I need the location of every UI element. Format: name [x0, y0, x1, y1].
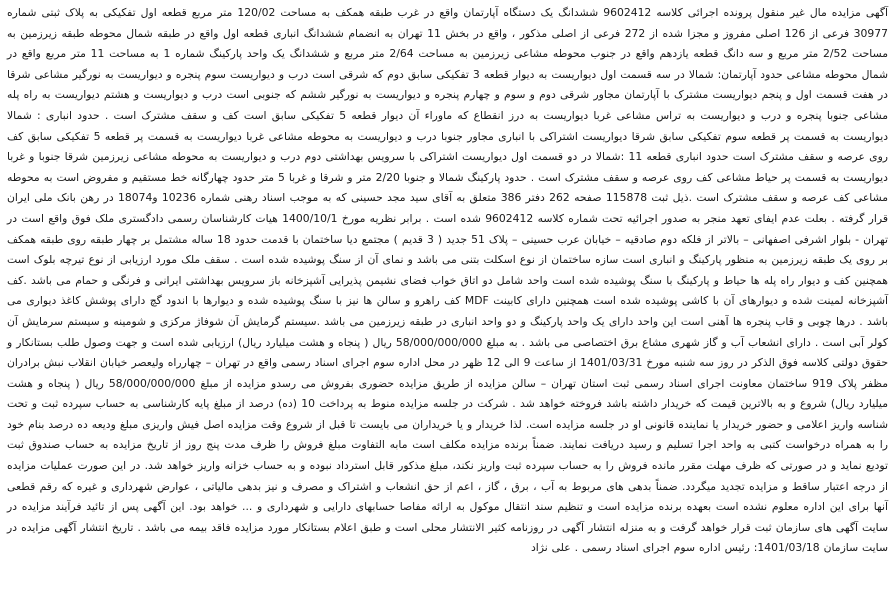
notice-body-text: آگهی مزایده مال غیر منقول پرونده اجرائی کلاسه 9602412 ششدانگ یک دستگاه آپارتمان واقع در غرب طبقه همکف به مساحت 120/02 متر مربع قطعه اول تفکیکی به پلاک ثبتی شماره 30977 فرعی از 126 اصلی مفروز و مجزا شده از 272 فرعی از اصلی مذکور ، واقع در بخش 11 تهران به انضمام ششدانگ انباری قطعه اول واقع در طبقه شمال محوطه طبقه زیرزمین به مساحت 2/52 متر مربع و سه دانگ قطعه یازدهم واقع در جنوب محوطه مشاعی زیرزمین به مساحت 2/64 متر مربع و ششدانگ یک واحد پارکینگ شماره 1 به مساحت 11 متر مربع واقع در شمال محوطه مشاعی حدود آپارتمان: شمالا در سه قسمت اول دیواریست به دیوار قطعه 3 تفکیکی سابق دوم که شرقی است درب و دیواریست سوم پنجره و دیواریست به نورگیر مشاعی شرقا در هفت قسمت اول و پنجم دیواریست مشترک با آپارتمان مجاور شرقی دوم و سوم و چهارم پنجره و دیواریست به نورگیر ششم که جنوبی است درب و دیواریست و هشتم دیواریست به راه پله مشاعی جنوبا پنجره و درب و دیواریست به تراس مشاعی غربا دیواریست به درز انقطاع که ماوراء آن دیوار قطعه 5 تفکیکی سابق است کف و سقف مشترک است . حدود انباری : شمالا دیواریست به قسمت پر قطعه سوم تفکیکی سابق شرقا دیواریست اشتراکی با انباری مجاور جنوبا درب و دیواریست به محوطه مشاعی غربا دیواریست به قسمت پر قطعه 5 تفکیکی سابق کف روی عرصه و سقف مشترک است حدود انباری قطعه 11 :شمالا در دو قسمت اول دیواریست اشتراکی با سرویس بهداشتی دوم درب و دیواریست به محوطه مشاعی زیرزمین شرقا جنوبا و غربا دیواریست به قسمت پر حیاط مشاعی کف روی عرصه و سقف مشترک است . حدود پارکینگ شمالا و جنوبا 2/20 متر و شرقا و غربا 5 متر حدود چهارگانه خط مستقیم و مفروض است به محوطه مشاعی کف عرصه و سقف مشترک است .ذیل ثبت 115878 صفحه 262 دفتر 386 متعلق به آقای سید مجد حسینی که به موجب اسناد رهنی شماره 10236 و18074 در رهن بانک ملی ایران قرار گرفته . بعلت عدم ایفای تعهد منجر به صدور اجرائیه تحت شماره کلاسه 9602412 شده است . برابر نظریه مورخ 1400/10/1 هیات کارشناسان رسمی دادگستری ملک فوق واقع است در تهران - بلوار اشرفی اصفهانی – بالاتر از فلکه دوم صادقیه – خیابان عرب حسینی – پلاک 51 جدید ( 3 قدیم ) مجتمع دیا ساختمان با قدمت حدود 18 ساله مشتمل بر چهار طبقه روی طبقه همکف بر روی یک طبقه زیرزمین به منظور پارکینگ و انباری است سازه ساختمان از نوع اسکلت بتنی می باشد و نمای آن از سنگ پوشیده شده است . سقف ملک مورد ارزیابی از نوع تیرچه بلوک است همچنین کف و دیوار راه پله ها حیاط و پارکینگ با سنگ پوشیده شده است واحد شامل دو اتاق خواب فضای نشیمن پذیرایی آشپزخانه باز سرویس بهداشتی ایرانی و فرنگی و حمام می باشد .کف آشپزخانه لمینت شده و دیوارهای آن با کاشی پوشیده شده است همچنین دارای کابینت MDF کف راهرو و سالن ها نیز با سنگ پوشیده شده و دیوارها با اندود گچ دارای پوشش کاغذ دیواری می باشد . درها چوبی و قاب پنجره ها آهنی است این واحد دارای یک واحد پارکینگ و دو واحد انباری در طبقه زیرزمین می باشد .سیستم گرمایش آن شوفاژ مرکزی و شومینه و سیستم سرمایش آن کولر آبی است . دارای انشعاب آب و گاز شهری مشاع برق اختصاصی می باشد . به مبلغ 58/000/000/000 ریال ( پنجاه و هشت میلیارد ریال) ارزیابی شده است و جهت وصول طلب بستانکار و حقوق دولتی کلاسه فوق الذکر در روز سه شنبه مورخ 1401/03/31 از ساعت 9 الی 12 ظهر در محل اداره سوم اجرای اسناد رسمی واقع در تهران – چهارراه ولیعصر خیابان انقلاب نبش برادران مظفر پلاک 919 ساختمان معاونت اجرای اسناد رسمی ثبت استان تهران – سالن مزایده از طریق مزایده حضوری بفروش می رسدو مزایده از مبلغ 58/000/000/000 ریال ( پنجاه و هشت میلیارد ریال) شروع و به بالاترین قیمت که خریدار داشته باشد فروخته خواهد شد . شرکت در جلسه مزایده منوط به پرداخت 10 (ده) درصد از مبلغ پایه کارشناسی به حساب سپرده ثبت و تحت شناسه واریز اعلامی و حضور خریدار یا نماینده قانونی او در جلسه مزایده است. لذا خریدار و یا خریداران می بایست تا قبل از شروع وقت مزایده اصل فیش واریزی مبلغ ودیعه ده درصد بنام خود را به همراه درخواست کتبی به واحد اجرا تسلیم و رسید دریافت نمایند. ضمناً برنده مزایده مکلف است مابه التفاوت مبلغ فروش را ظرف مدت پنج روز از تاریخ مزایده به حساب صندوق ثبت تودیع نماید و در صورتی که ظرف مهلت مقرر مانده فروش را به حساب سپرده ثبت واریز نکند، مبلغ مذکور قابل استرداد نبوده و به حساب خزانه واریز خواهد شد. در این صورت عملیات مزایده از درجه اعتبار ساقط و مزایده تجدید میگردد. ضمناً بدهی های مربوط به آب ، برق ، گاز ، اعم از حق انشعاب و اشتراک و مصرف و نیز بدهی مالیاتی ، عوارض شهرداری و غیره که رقم قطعی آنها برای این اداره معلوم نشده است بعهده برنده مزایده است و تنظیم سند انتقال موکول به ارائه مفاصا حسابهای دارایی و شهرداری و ... خواهد بود. این آگهی پس از تائید فرآیند مزایده در سایت آگهی های سازمان ثبت قرار خواهد گرفت و به منزله انتشار آگهی در روزنامه کثیر الانتشار محلی است و طبق اعلام بستانکار مورد مزایده فاقد بیمه می باشد . تاریخ انتشار آگهی مزایده در سایت سازمان 1401/03/18: رئیس اداره سوم اجرای اسناد رسمی . علی نژاد	[7, 6, 889, 555]
